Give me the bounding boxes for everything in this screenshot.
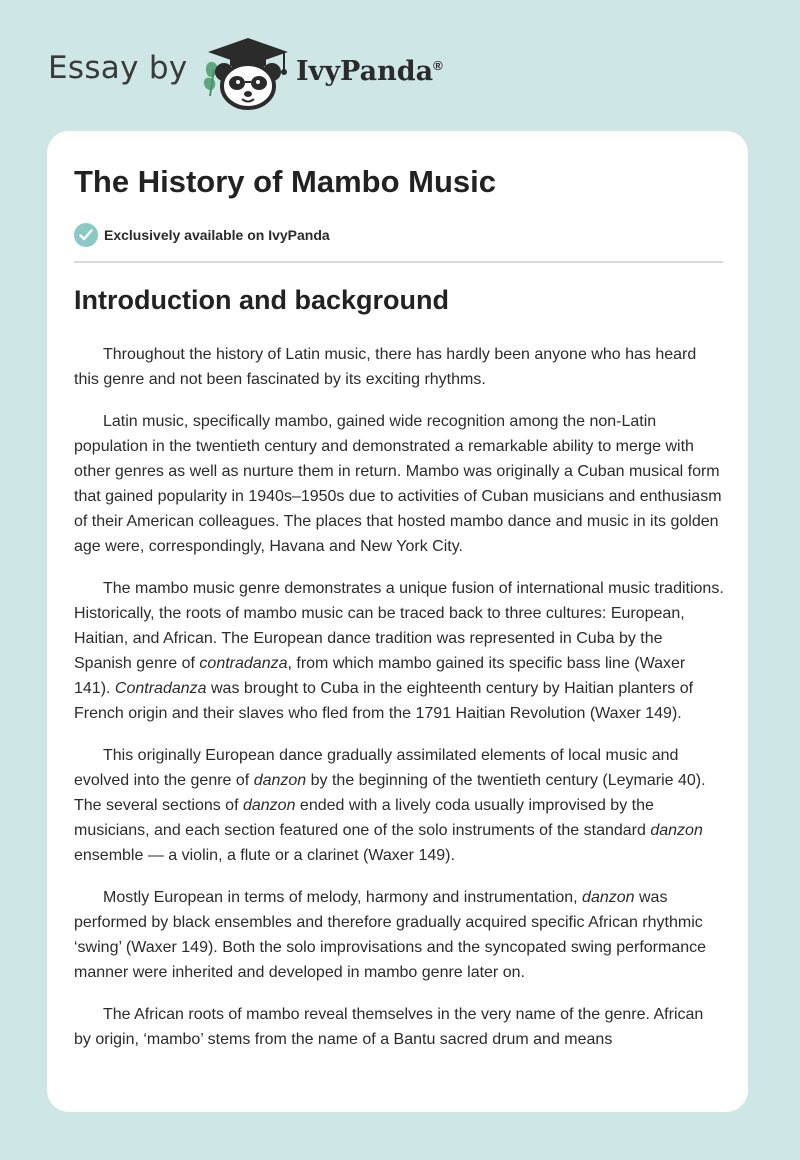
section-heading: Introduction and background xyxy=(74,285,449,315)
text-run: Throughout the history of Latin music, there has hardly been anyone who has heard this genre and not been fascinated by its exciting rhythms. xyxy=(74,346,697,388)
brand-text: IvyPanda xyxy=(296,56,434,87)
brand-name[interactable] xyxy=(296,56,443,87)
text-run: , from which mambo gained its specific bass line (Waxer 141). xyxy=(74,655,686,697)
paragraph xyxy=(74,342,724,392)
italic-term: danzon xyxy=(253,772,307,789)
text-run: by the beginning of the twentieth century (Leymarie 40). The several sections of xyxy=(74,772,706,814)
panda-logo-icon[interactable] xyxy=(200,36,296,110)
text-run: The African roots of mambo reveal themselves in the very name of the genre. African by origin, ‘mambo’ stems from the name of a Bantu sacred drum and means xyxy=(74,1006,704,1048)
paragraph xyxy=(74,576,724,726)
text-run: was brought to Cuba in the eighteenth century by Haitian planters of French origin and their slaves who fled from the 1791 Haitian Revolution (Waxer 149). xyxy=(74,680,694,722)
paragraph xyxy=(74,1002,724,1052)
italic-term: danzon xyxy=(242,797,296,814)
text-run: was performed by black ensembles and therefore gradually acquired specific African rhythmic ‘swing’ (Waxer 149). Both the solo improvisations and the syncopated swing performance manner were inherited and developed in mambo genre later on. xyxy=(74,889,707,981)
check-icon xyxy=(74,223,98,247)
text-run: ended with a lively coda usually improvised by the musicians, and each section featured one of the solo instruments of the standard xyxy=(74,797,654,839)
essay-by-label: Essay by xyxy=(48,50,188,86)
italic-term: danzon xyxy=(650,822,703,839)
paragraph xyxy=(74,409,724,559)
text-run: Mostly European in terms of melody, harmony and instrumentation, xyxy=(103,889,583,906)
exclusive-badge xyxy=(74,222,330,248)
registered-mark: ® xyxy=(433,58,443,73)
essay-card xyxy=(47,131,748,1112)
article-body xyxy=(74,342,724,1052)
italic-term: Contradanza xyxy=(114,680,207,697)
divider xyxy=(74,261,723,263)
text-run: Latin music, specifically mambo, gained wide recognition among the non-Latin population in the twentieth century and demonstrated a remarkable ability to merge with other genres as well as nurture them in return. Mambo was originally a Cuban musical form that gained popularity in 1940s–1950s due to activities of Cuban musicians and enthusiasm of their American colleagues. The places that hosted mambo dance and music in its golden age were, correspondingly, Havana and New York City. xyxy=(74,413,722,555)
site-header xyxy=(0,0,800,130)
text-run: The mambo music genre demonstrates a unique fusion of international music traditions. Historically, the roots of mambo music can be traced back to three cultures: European, Haitian, and African. The European dance tradition was represented in Cuba by the Spanish genre of xyxy=(74,580,724,672)
paragraph xyxy=(74,885,724,985)
text-run: This originally European dance gradually assimilated elements of local music and evolved into the genre of xyxy=(74,747,679,789)
italic-term: danzon xyxy=(582,889,635,906)
page-title: The History of Mambo Music xyxy=(74,164,496,199)
paragraph xyxy=(74,743,724,868)
text-run: ensemble — a violin, a flute or a clarinet (Waxer 149). xyxy=(74,847,455,864)
badge-label: Exclusively available on IvyPanda xyxy=(104,227,330,243)
italic-term: contradanza xyxy=(199,655,288,672)
